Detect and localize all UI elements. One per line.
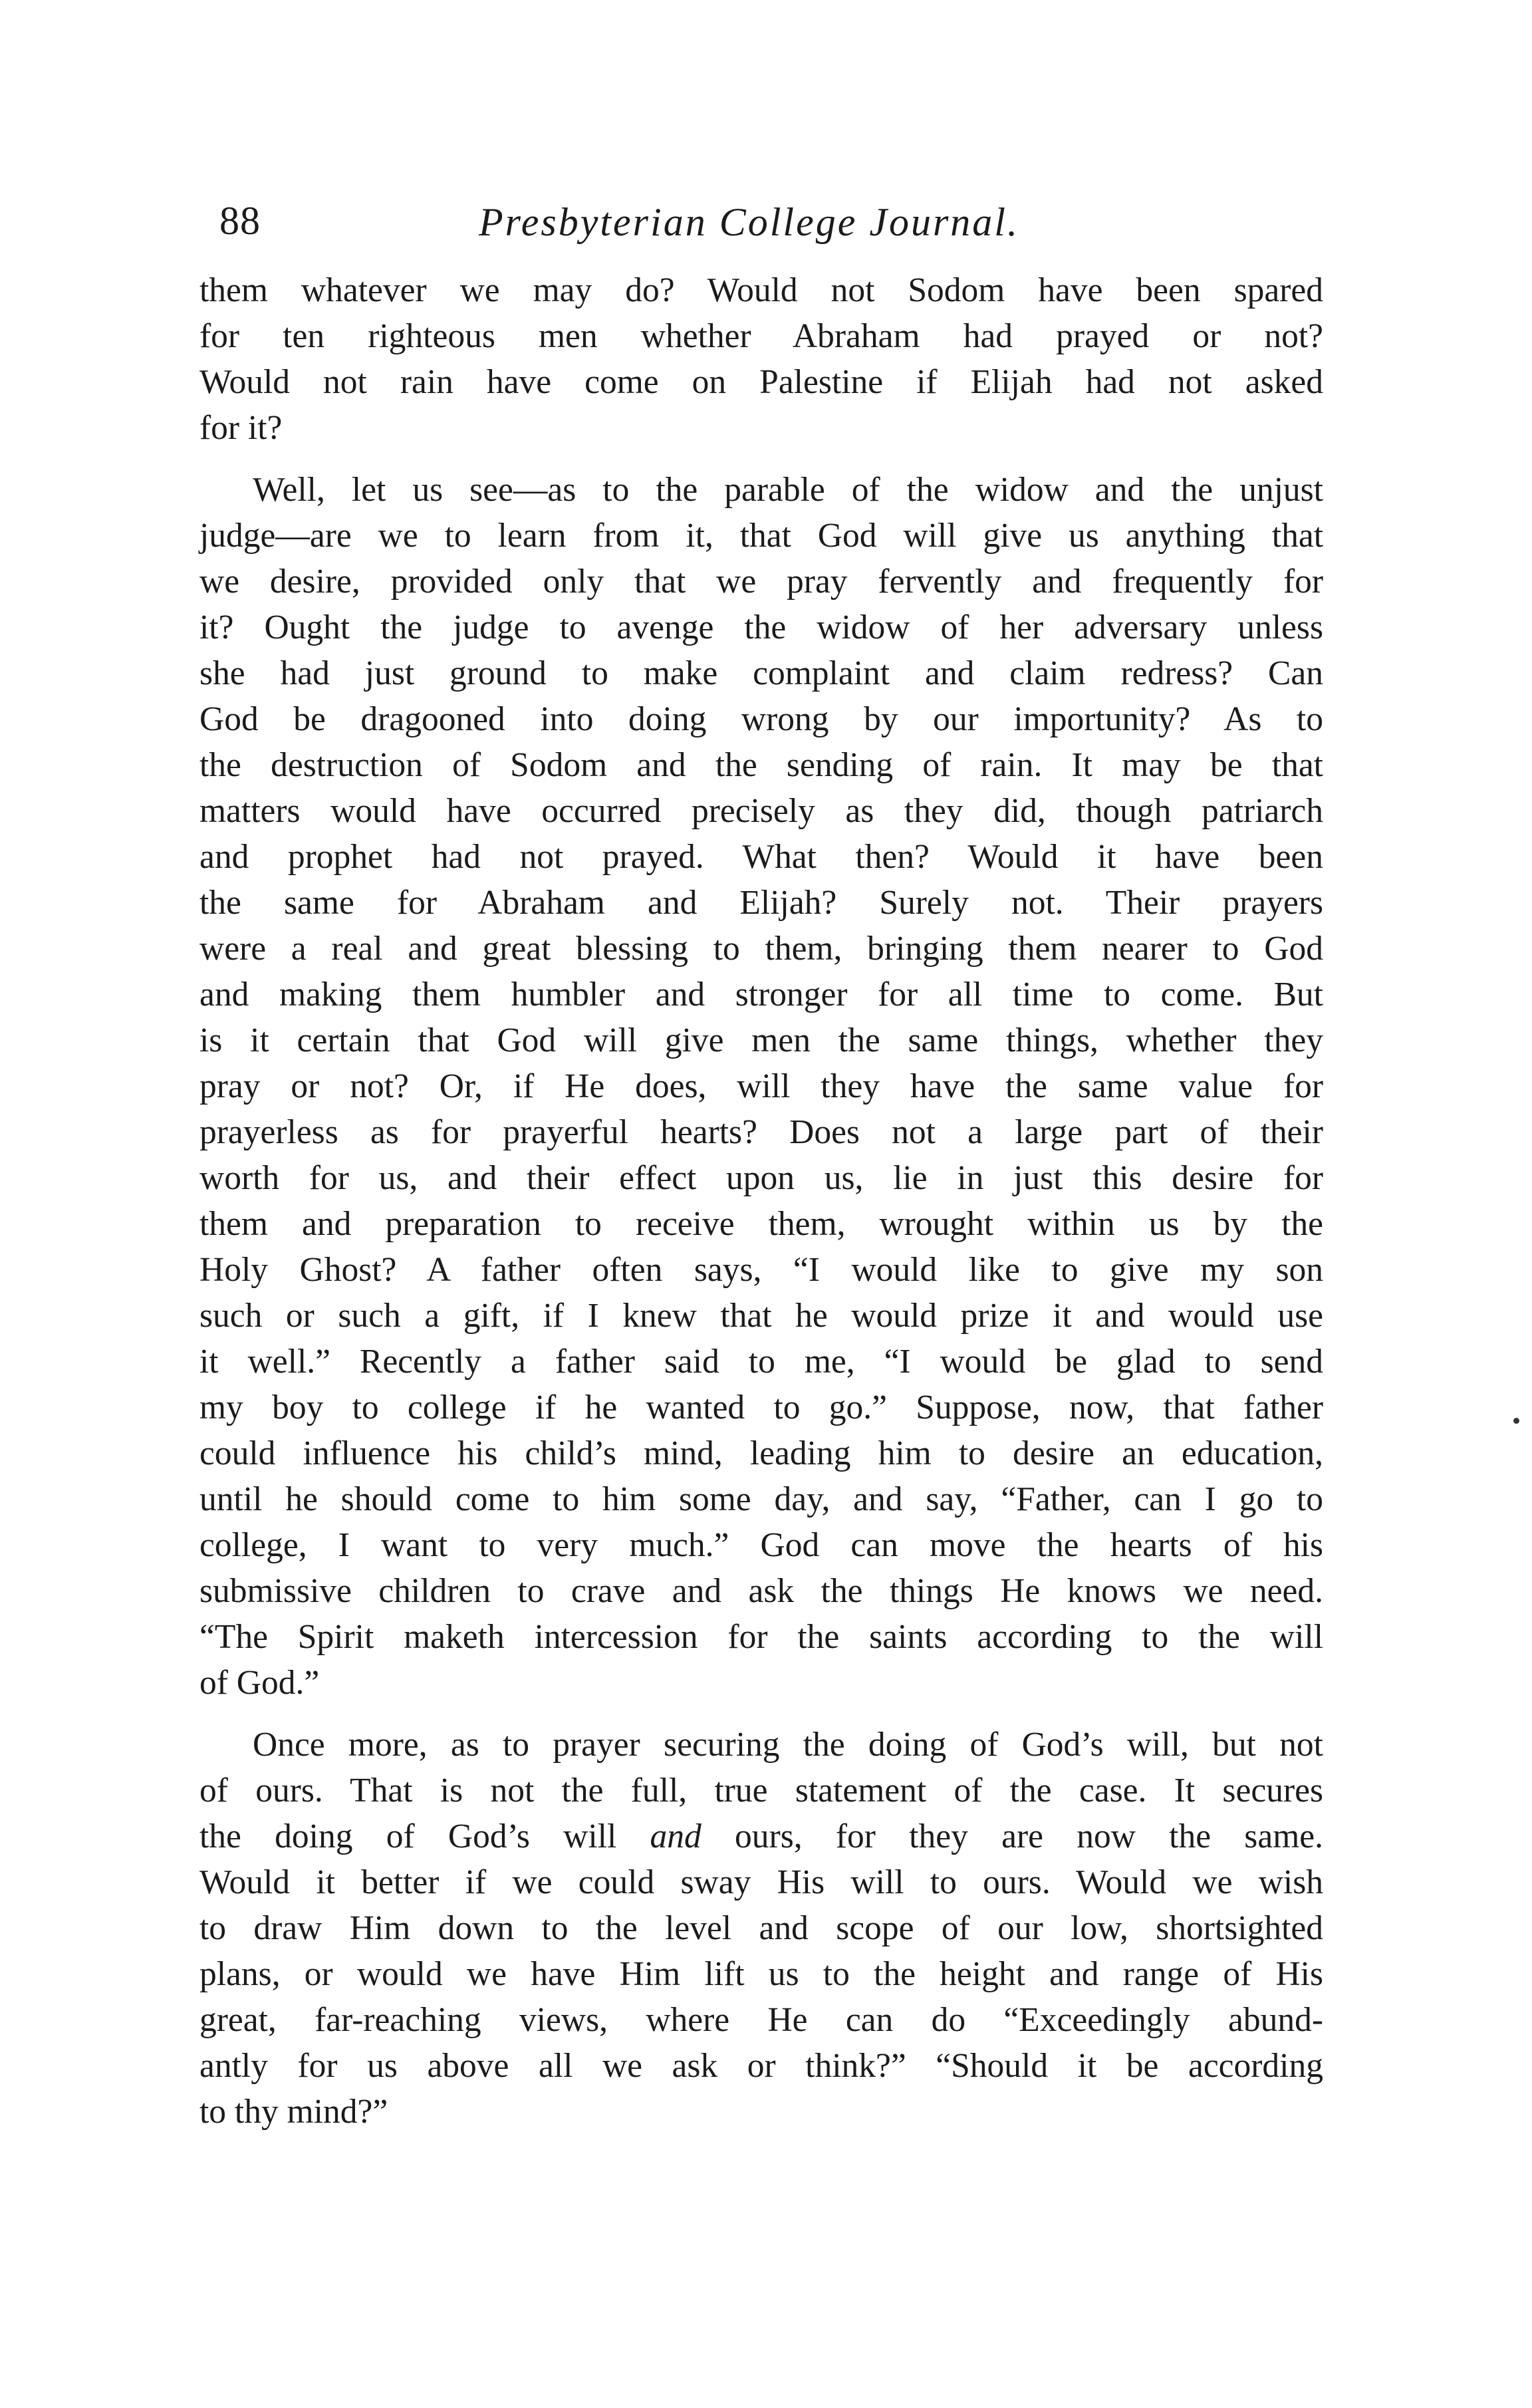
text-line: to thy mind?” [199, 2093, 388, 2131]
text-line: is it certain that God will give men the same things, whether they [199, 1021, 1323, 1059]
scan-speck [1513, 1418, 1519, 1424]
text-line: judge—are we to learn from it, that God will give us anything that [199, 517, 1323, 555]
text-line: and making them humbler and stronger for all time to come. But [199, 976, 1323, 1013]
text-line: Holy Ghost? A father often says, “I would like to give my son [199, 1251, 1323, 1289]
text-line: submissive children to crave and ask the things He knows we need. [199, 1572, 1323, 1610]
text-line: were a real and great blessing to them, bringing them nearer to God [199, 930, 1323, 968]
text-line: the doing of God’s will and ours, for they are now the same. [199, 1817, 1323, 1855]
text-line: the destruction of Sodom and the sending of rain. It may be that [199, 746, 1323, 784]
paragraph [199, 467, 1323, 1706]
text-line: for ten righteous men whether Abraham had prayed or not? [199, 317, 1323, 355]
text-line: my boy to college if he wanted to go.” Suppose, now, that father [199, 1389, 1323, 1426]
page-number: 88 [219, 199, 261, 243]
page-header [0, 198, 1532, 251]
text-line: antly for us above all we ask or think?” “Should it be according [199, 2047, 1323, 2085]
text-line: Once more, as to prayer securing the doing of God’s will, but not [253, 1726, 1323, 1764]
text-line: we desire, provided only that we pray fervently and frequently for [199, 563, 1323, 601]
text-line: she had just ground to make complaint and claim redress? Can [199, 654, 1323, 692]
text-line: worth for us, and their effect upon us, lie in just this desire for [199, 1159, 1323, 1197]
text-line: until he should come to him some day, and say, “Father, can I go to [199, 1480, 1323, 1518]
text-line: great, far-reaching views, where He can do “Exceedingly abund- [199, 2001, 1323, 2039]
text-line: prayerless as for prayerful hearts? Does not a large part of their [199, 1113, 1323, 1151]
text-line: of ours. That is not the full, true statement of the case. It secures [199, 1772, 1323, 1809]
running-head: Presbyterian College Journal. [479, 200, 1019, 244]
text-line: it well.” Recently a father said to me, “I would be glad to send [199, 1343, 1323, 1381]
text-line: them whatever we may do? Would not Sodom have been spared [199, 271, 1323, 309]
text-line: to draw Him down to the level and scope of our low, shortsighted [199, 1909, 1323, 1947]
text-line: the same for Abraham and Elijah? Surely not. Their prayers [199, 884, 1323, 922]
text-line: “The Spirit maketh intercession for the saints according to the will [199, 1618, 1323, 1656]
text-line: it? Ought the judge to avenge the widow of her adversary unless [199, 608, 1323, 646]
text-line: them and preparation to receive them, wrought within us by the [199, 1205, 1323, 1243]
text-line: Well, let us see—as to the parable of the widow and the unjust [253, 471, 1323, 509]
body-text [199, 267, 1323, 2135]
emphasized-word: and [650, 1817, 702, 1855]
text-line: Would not rain have come on Palestine if Elijah had not asked [199, 363, 1323, 401]
text-line: such or such a gift, if I knew that he would prize it and would use [199, 1297, 1323, 1335]
text-line: pray or not? Or, if He does, will they have the same value for [199, 1067, 1323, 1105]
paragraph [199, 267, 1323, 451]
text-line: for it? [199, 409, 283, 447]
text-line: and prophet had not prayed. What then? Would it have been [199, 838, 1323, 876]
text-line: God be dragooned into doing wrong by our importunity? As to [199, 700, 1323, 738]
text-line: matters would have occurred precisely as they did, though patriarch [199, 792, 1323, 830]
text-line: college, I want to very much.” God can move the hearts of his [199, 1526, 1323, 1564]
text-line: plans, or would we have Him lift us to the height and range of His [199, 1955, 1323, 1993]
text-line: Would it better if we could sway His will to ours. Would we wish [199, 1863, 1323, 1901]
paragraph [199, 1722, 1323, 2135]
text-line: could influence his child’s mind, leading him to desire an education, [199, 1434, 1323, 1472]
text-line: of God.” [199, 1664, 320, 1702]
